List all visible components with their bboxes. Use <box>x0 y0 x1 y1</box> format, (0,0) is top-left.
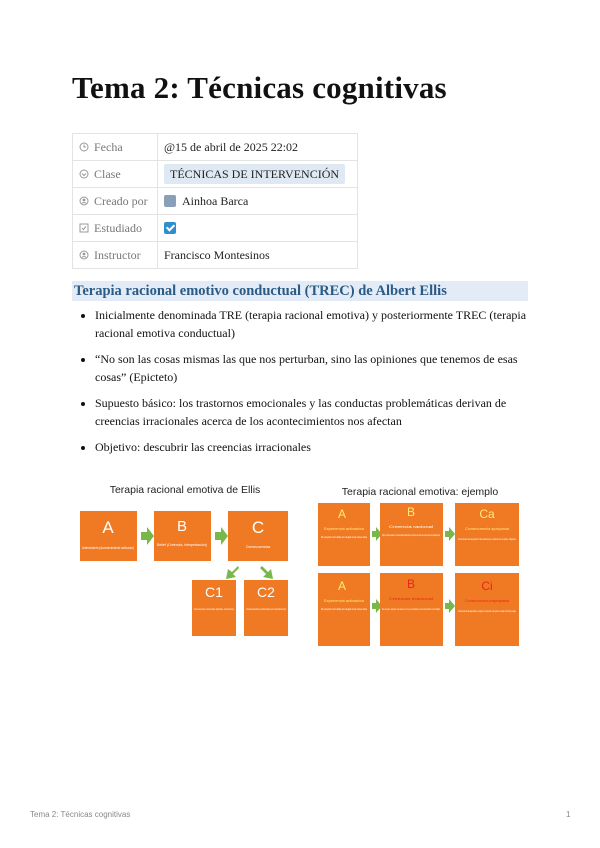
box-caption-head: Creencia racional <box>389 525 434 529</box>
box-caption: Sentimiento de desesperación, vergüenza, depresión. Me quedo en casa sin buscar empleo <box>458 609 517 613</box>
property-row-creado-por <box>73 188 358 215</box>
property-key <box>73 215 158 242</box>
box-letter: B <box>406 577 416 591</box>
box-caption: Antecedente (Acontecimiento activador) <box>82 546 134 550</box>
box-letter: A <box>102 518 114 537</box>
box-caption: Consecuencias conductuales (comportamiento) <box>246 607 286 611</box>
diagram-title: Terapia racional emotiva de Ellis <box>109 484 261 496</box>
properties-table <box>72 133 358 269</box>
box-caption: Ojalá no hubiera pasado, no debería haber llegado tarde, la próxima vez debo ser más puntual para trabajar mejor <box>382 533 441 537</box>
property-value <box>158 215 358 242</box>
clock-icon <box>79 141 89 151</box>
box-caption: Me despiden del trabajo (he llegado tarde varios días) <box>321 535 367 539</box>
property-key-label: Clase <box>94 166 121 181</box>
class-tag[interactable]: TÉCNICAS DE INTERVENCIÓN <box>164 164 345 184</box>
property-row-fecha <box>73 134 358 161</box>
property-value <box>158 242 358 269</box>
property-key-label: Fecha <box>94 139 123 154</box>
property-row-clase <box>73 161 358 188</box>
box-c2 <box>244 580 288 636</box>
box-letter: B <box>406 505 416 519</box>
box-caption: Sentimiento de decepción. Me esforzaré en buscar otro empleo. Disgusto <box>458 537 517 541</box>
box-letter: C2 <box>257 584 275 600</box>
box-letter: Ca <box>479 507 495 521</box>
box-letter: A <box>337 507 347 521</box>
box-letter: C1 <box>205 584 223 600</box>
arrow-icon <box>445 599 455 613</box>
checkbox-icon <box>79 222 89 232</box>
box-caption-head: Experiencia activadora <box>324 527 365 531</box>
section-heading: Terapia racional emotivo conductual (TREC) de Albert Ellis <box>72 281 528 301</box>
footer-left: Tema 2: Técnicas cognitivas <box>30 810 131 819</box>
box-letter: B <box>176 518 188 535</box>
bullet-item: • “No son las cosas mismas las que nos perturban, sino las opiniones que tenemos de esas cosas” (Epicteto) <box>95 350 528 386</box>
example-diagram <box>316 476 524 650</box>
creator-name: Ainhoa Barca <box>182 193 249 208</box>
box-c1 <box>192 580 236 636</box>
footer-page-number: 1 <box>566 810 571 819</box>
example-box-ci <box>455 573 519 646</box>
property-key-label: Estudiado <box>94 220 142 235</box>
property-value-text: @15 de abril de 2025 22:02 <box>164 139 299 154</box>
box-b <box>154 511 211 561</box>
arrow-icon <box>215 527 228 545</box>
example-box-a2 <box>318 573 370 646</box>
example-box-ca <box>455 503 519 566</box>
studied-checkbox[interactable] <box>164 222 176 234</box>
property-key <box>73 134 158 161</box>
arrow-icon <box>445 527 455 541</box>
box-caption: Consecuencias emocionales (afectivas, sentimientos) <box>194 607 234 611</box>
property-key-label: Instructor <box>94 247 141 262</box>
arrow-icon <box>226 566 239 579</box>
diagram-title: Terapia racional emotiva: ejemplo <box>341 486 499 498</box>
example-box-a <box>318 503 370 566</box>
box-caption: Consecuencias <box>245 545 271 549</box>
box-caption-head: Experiencia activadora <box>324 599 365 603</box>
box-caption-head: Consecuencia apropiada <box>465 527 510 531</box>
person-icon <box>79 249 89 259</box>
property-key-label: Creado por <box>94 193 148 208</box>
box-letter: Ci <box>481 579 493 593</box>
box-caption-head: Creencia irracional <box>389 597 434 601</box>
box-c <box>228 511 288 561</box>
box-caption-head: Consecuencia inapropiada <box>465 599 510 603</box>
bullet-item: • Supuesto básico: los trastornos emocionales y las conductas problemáticas derivan de creencias irracionales acerca de los acontecimientos nos afectan <box>95 394 528 430</box>
property-value-text: Francisco Montesinos <box>164 247 270 262</box>
bullet-item: • Inicialmente denominada TRE (terapia racional emotiva) y posteriormente TREC (terapia racional emotiva conductual) <box>95 306 528 342</box>
box-caption: No es justo, siempre me pasa a mí, soy un desastre, nunca encontraré otro trabajo <box>382 607 441 611</box>
property-value <box>158 161 358 188</box>
property-value <box>158 188 358 215</box>
arrow-icon <box>260 566 273 579</box>
property-value <box>158 134 358 161</box>
example-box-b <box>380 503 443 566</box>
ellis-diagram <box>78 476 293 641</box>
select-icon <box>79 168 89 178</box>
box-letter: A <box>337 579 347 593</box>
box-letter: C <box>251 518 265 537</box>
property-row-estudiado <box>73 215 358 242</box>
avatar <box>164 195 176 207</box>
arrow-icon <box>141 527 154 545</box>
person-icon <box>79 195 89 205</box>
example-box-b2 <box>380 573 443 646</box>
box-caption: Belief (Creencia, interpretación) <box>157 543 207 547</box>
property-key <box>73 188 158 215</box>
box-a <box>80 511 137 561</box>
bullet-list <box>72 306 528 464</box>
page-title: Tema 2: Técnicas cognitivas <box>72 70 447 105</box>
box-caption: Me despiden del trabajo (he llegado tarde varios días) <box>321 607 367 611</box>
bullet-item: • Objetivo: descubrir las creencias irracionales <box>95 438 528 456</box>
property-row-instructor <box>73 242 358 269</box>
property-key <box>73 161 158 188</box>
property-key <box>73 242 158 269</box>
